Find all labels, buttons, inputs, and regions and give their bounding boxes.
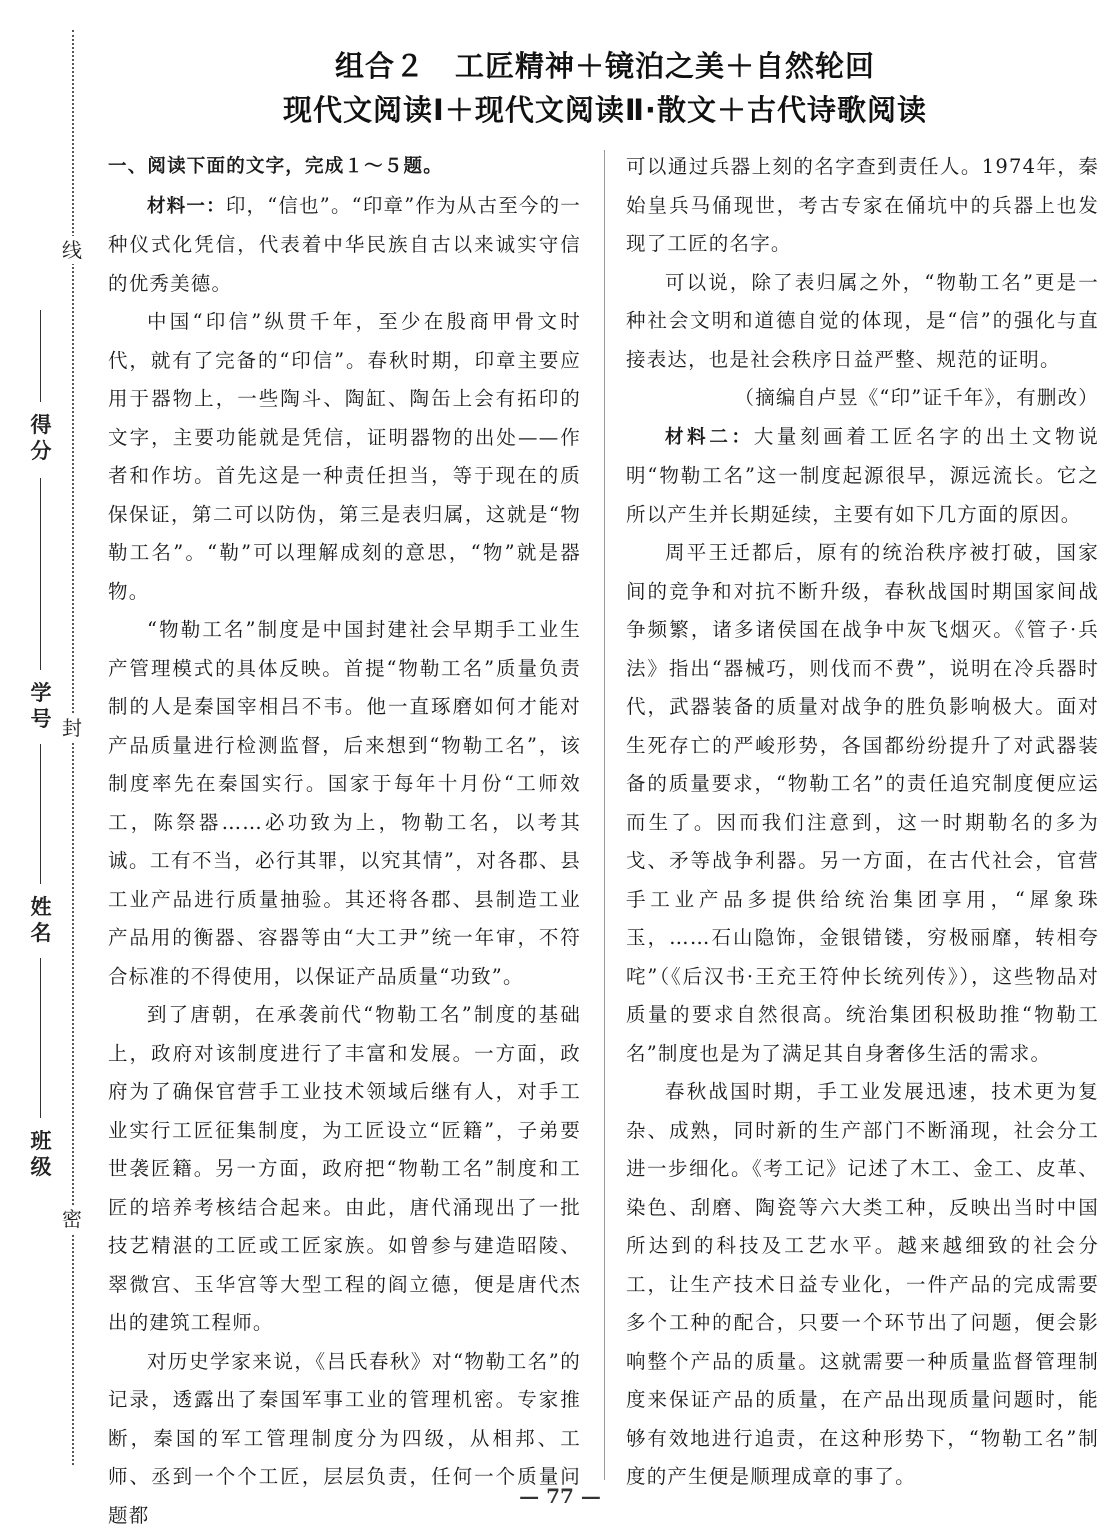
paragraph	[626, 418, 1099, 535]
paragraph-text: 印，“信也”。“印章”作为从古至今的一种仪式化凭信，代表着中华民族自古以来诚实守信的优秀美德。	[108, 194, 581, 295]
right-column	[626, 148, 1099, 1497]
class-fill-line	[40, 958, 41, 1118]
paragraph-continued: 可以通过兵器上刻的名字查到责任人。1974年，秦始皇兵马俑现世，考古专家在俑坑中的兵器上也发现了工匠的名字。	[626, 148, 1099, 264]
section-instruction: 一、阅读下面的文字，完成１～５题。	[108, 148, 581, 187]
name-label: 姓名	[26, 894, 56, 946]
paragraph: 春秋战国时期，手工业发展迅速，技术更为复杂、成熟，同时新的生产部门不断涌现，社会分工进一步细化。《考工记》记述了木工、金工、皮革、染色、刮磨、陶瓷等六大类工种，反映出当时中国所达到的科技及工艺水平。越来越细致的社会分工，让生产技术日益专业化，一件产品的完成需要多个工种的配合，只要一个环节出了问题，便会影响整个产品的质量。这就需要一种质量监督管理制度来保证产品的质量，在产品出现质量问题时，能够有效地进行追责，在这种形势下，“物勒工名”制度的产生便是顺理成章的事了。	[626, 1073, 1099, 1497]
paragraph-text: 大量刻画着工匠名字的出土文物说明“物勒工名”这一制度起源很早，源远流长。它之所以产生并长期延续，主要有如下几方面的原因。	[626, 425, 1099, 526]
column-divider	[604, 150, 605, 1480]
paragraph	[108, 187, 581, 304]
left-column	[108, 148, 581, 1535]
paragraph: 到了唐朝，在承袭前代“物勒工名”制度的基础上，政府对该制度进行了丰富和发展。一方面，政府为了确保官营手工业技术领域后继有人，对手工业实行工匠征集制度，为工匠设立“匠籍”，子弟要世袭匠籍。另一方面，政府把“物勒工名”制度和工匠的培养考核结合起来。由此，唐代涌现出了一批技艺精湛的工匠或工匠家族。如曾参与建造昭陵、翠微宫、玉华宫等大型工程的阎立德，便是唐代杰出的建筑工程师。	[108, 996, 581, 1343]
score-fill-line	[40, 310, 41, 402]
page-number: — 77 —	[0, 1484, 1120, 1508]
paragraph: 周平王迁都后，原有的统治秩序被打破，国家间的竞争和对抗不断升级，春秋战国时期国家间战争频繁，诸多诸侯国在战争中灰飞烟灭。《管子·兵法》指出“器械巧，则伐而不费”，说明在冷兵器时代，武器装备的质量对战争的胜负影响极大。面对生死存亡的严峻形势，各国都纷纷提升了对武器装备的质量要求，“物勒工名”的责任追究制度便应运而生了。因而我们注意到，这一时期勒名的多为戈、矛等战争利器。另一方面，在古代社会，官营手工业产品多提供给统治集团享用，“犀象珠玉，……石山隐饰，金银错镂，穷极丽靡，转相夸咤”（《后汉书·王充王符仲长统列传》），这些物品对质量的要求自然很高。统治集团积极助推“物勒工名”制度也是为了满足其自身奢侈生活的需求。	[626, 534, 1099, 1073]
cut-label-feng: 封	[58, 714, 86, 742]
material1-label: 材料一：	[147, 196, 226, 217]
paragraph: 可以说，除了表归属之外，“物勒工名”更是一种社会文明和道德自觉的体现，是“信”的强化与直接表达，也是社会秩序日益严整、规范的证明。	[626, 264, 1099, 380]
cut-label-xian: 线	[58, 236, 86, 264]
cut-label-mi: 密	[58, 1205, 86, 1233]
paragraph: 对历史学家来说，《吕氏春秋》对“物勒工名”的记录，透露出了秦国军事工业的管理机密。专家推断，秦国的军工管理制度分为四级，从相邦、工师、丞到一个个工匠，层层负责，任何一个质量问题都	[108, 1343, 581, 1535]
source-citation: （摘编自卢昱《“印”证千年》，有删改）	[626, 379, 1099, 418]
class-label: 班级	[26, 1128, 56, 1180]
name-fill-line	[40, 744, 41, 884]
material2-label: 材料二：	[665, 427, 754, 448]
paragraph: 中国“印信”纵贯千年，至少在殷商甲骨文时代，就有了完备的“印信”。春秋时期，印章主要应用于器物上，一些陶斗、陶缸、陶缶上会有拓印的文字，主要功能就是凭信，证明器物的出处——作者和作坊。首先这是一种责任担当，等于现在的质保保证，第二可以防伪，第三是表归属，这就是“物勒工名”。“勒”可以理解成刻的意思，“物”就是器物。	[108, 303, 581, 611]
id-fill-line	[40, 478, 41, 670]
paragraph: “物勒工名”制度是中国封建社会早期手工业生产管理模式的具体反映。首提“物勒工名”质量负责制的人是秦国宰相吕不韦。他一直琢磨如何才能对产品质量进行检测监督，后来想到“物勒工名”，该制度率先在秦国实行。国家于每年十月份“工师效工，陈祭器……必功致为上，物勒工名，以考其诚。工有不当，必行其罪，以究其情”，对各郡、县工业产品进行质量抽验。其还将各郡、县制造工业产品用的衡器、容器等由“大工尹”统一年审，不符合标准的不得使用，以保证产品质量“功致”。	[108, 611, 581, 996]
page-title: 组合２ 工匠精神＋镜泊之美＋自然轮回	[100, 44, 1110, 85]
score-label: 得分	[26, 412, 56, 464]
page-subtitle: 现代文阅读Ⅰ＋现代文阅读Ⅱ·散文＋古代诗歌阅读	[100, 88, 1110, 129]
student-id-label: 学号	[26, 680, 56, 732]
